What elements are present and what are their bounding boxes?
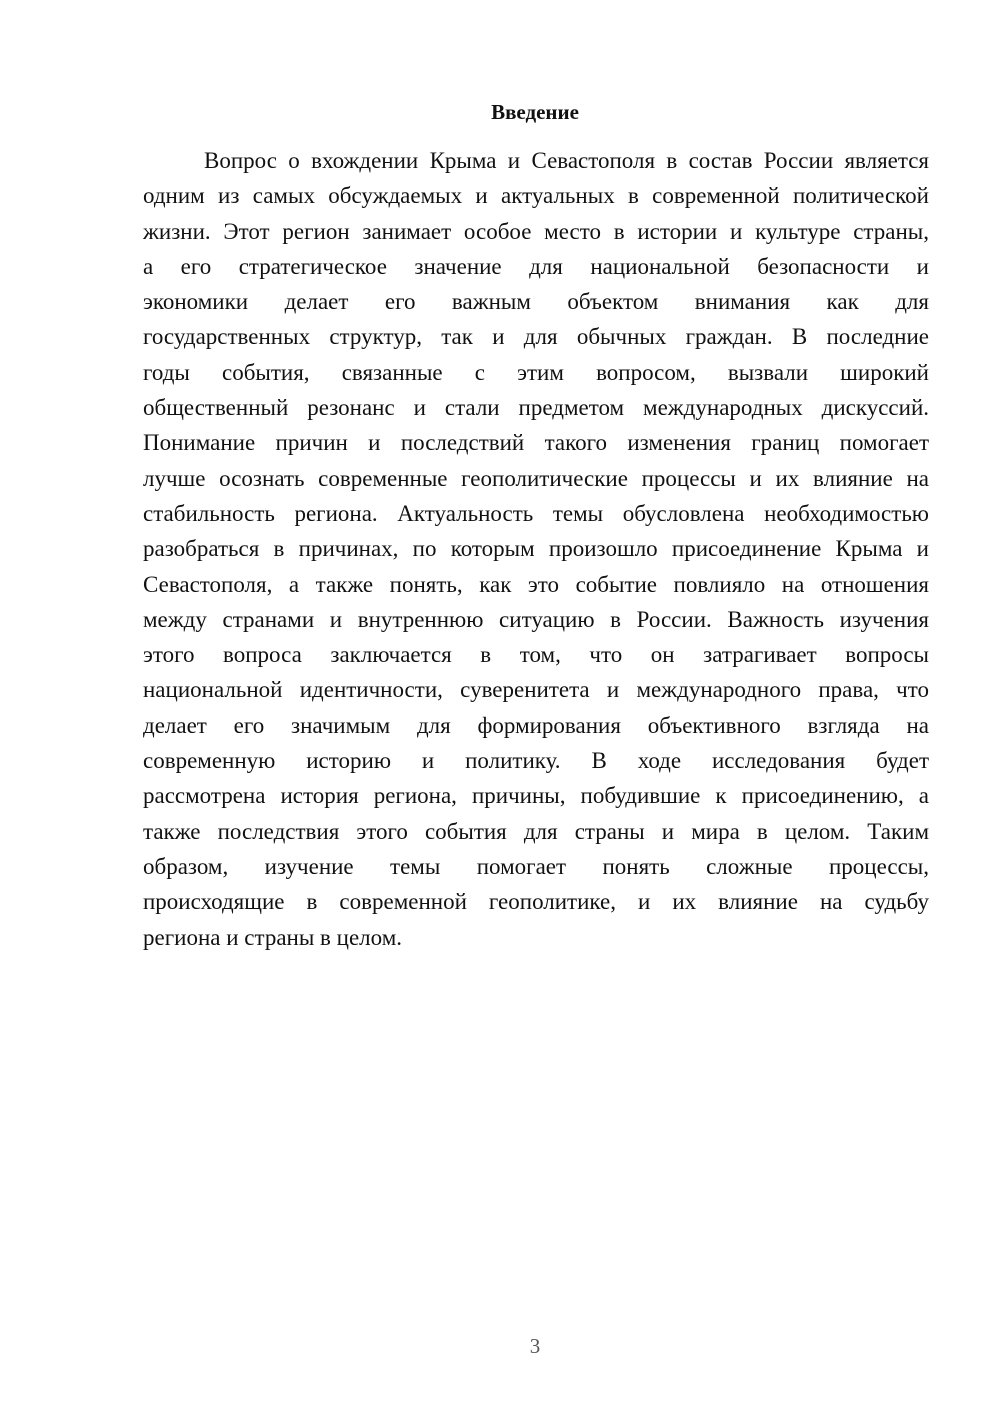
paragraph-line: Вопрос о вхождении Крыма и Севастополя в состав России является	[204, 148, 929, 173]
paragraph-line: Севастополя, а также понять, как это событие повлияло на отношения	[143, 571, 929, 597]
paragraph-line: жизни. Этот регион занимает особое место в истории и культуре страны,	[143, 218, 929, 244]
paragraph-line: разобраться в причинах, по которым произошло присоединение Крыма и	[143, 536, 929, 562]
paragraph-line: делает его значимым для формирования объективного взгляда на	[143, 712, 929, 738]
section-heading: Введение	[491, 100, 579, 124]
paragraph-line: Понимание причин и последствий такого изменения границ помогает	[143, 430, 929, 456]
paragraph-line: а его стратегическое значение для национальной безопасности и	[143, 253, 929, 279]
paragraph-line: образом, изучение темы помогает понять сложные процессы,	[143, 853, 929, 879]
paragraph-line: экономики делает его важным объектом внимания как для	[143, 289, 929, 315]
paragraph-line: этого вопроса заключается в том, что он затрагивает вопросы	[143, 642, 929, 668]
paragraph-line: также последствия этого события для страны и мира в целом. Таким	[143, 818, 929, 844]
paragraph-line: лучше осознать современные геополитические процессы и их влияние на	[143, 465, 929, 491]
paragraph	[143, 143, 929, 955]
paragraph-line: происходящие в современной геополитике, и их влияние на судьбу	[143, 889, 929, 915]
paragraph-line: современную историю и политику. В ходе исследования будет	[143, 748, 929, 774]
paragraph-line: государственных структур, так и для обычных граждан. В последние	[143, 324, 929, 350]
paragraph-line: рассмотрена история региона, причины, побудившие к присоединению, а	[143, 783, 929, 809]
paragraph-line: одним из самых обсуждаемых и актуальных в современной политической	[143, 183, 929, 209]
page-number: 3	[529, 1334, 541, 1358]
paragraph-line: между странами и внутреннюю ситуацию в России. Важность изучения	[143, 606, 929, 632]
paragraph-line: стабильность региона. Актуальность темы обусловлена необходимостью	[143, 500, 929, 526]
paragraph-line: общественный резонанс и стали предметом международных дискуссий.	[143, 395, 929, 421]
paragraph-line: годы события, связанные с этим вопросом, вызвали широкий	[143, 359, 929, 385]
paragraph-line: региона и страны в целом.	[143, 924, 403, 950]
paragraph-line: национальной идентичности, суверенитета и международного права, что	[143, 677, 929, 703]
